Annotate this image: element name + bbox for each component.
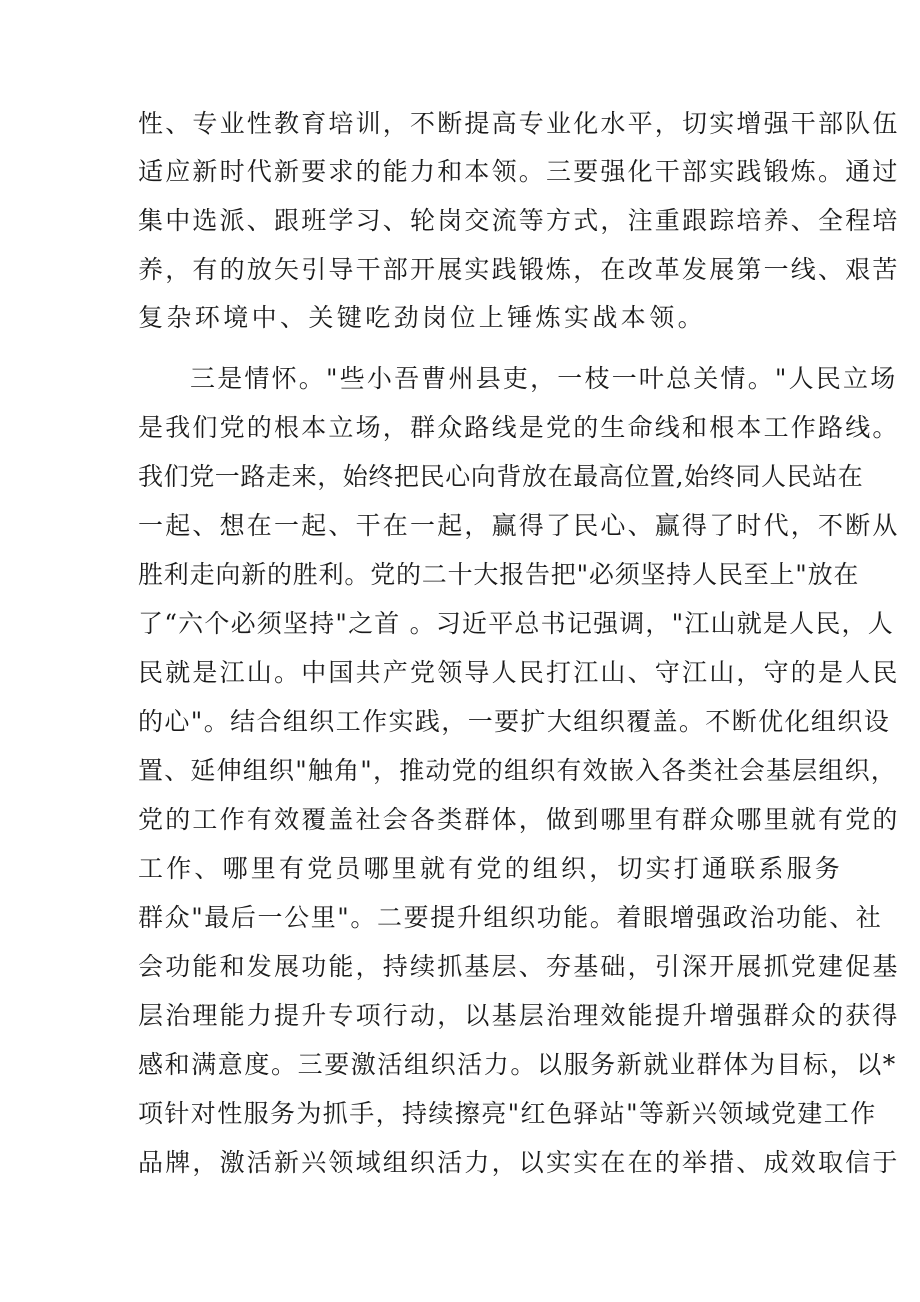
text-line: 党的工作有效覆盖社会各类群体，做到哪里有群众哪里就有党的 xyxy=(138,805,900,834)
text-line: 是我们党的根本立场，群众路线是党的生命线和根本工作路线。 xyxy=(138,413,900,442)
text-line: 感和满意度。三要激活组织活力。以服务新就业群体为目标，以* xyxy=(138,1050,897,1079)
text-line: 胜利走向新的胜利。党的二十大报告把"必须坚持人民至上"放在 xyxy=(138,560,860,589)
text-line: 我们党一路走来，始终把民心向背放在最高位置,始终同人民站在 xyxy=(138,462,864,491)
text-line: 项针对性服务为抓手，持续擦亮"红色驿站"等新兴领域党建工作 xyxy=(138,1099,877,1128)
text-line: 会功能和发展功能，持续抓基层、夯基础，引深开展抓党建促基 xyxy=(138,952,900,981)
text-line: 品牌，激活新兴领域组织活力，以实实在在的举措、成效取信于 xyxy=(138,1148,900,1177)
text-line: 复杂环境中、关键吃劲岗位上锤炼实战本领。 xyxy=(138,303,707,332)
text-line: 工作、哪里有党员哪里就有党的组织，切实打通联系服务 xyxy=(138,854,844,883)
text-line: 的心"。结合组织工作实践，一要扩大组织覆盖。不断优化组织设 xyxy=(138,707,891,736)
text-line: 民就是江山。中国共产党领导人民打江山、守江山，守的是人民 xyxy=(138,658,900,687)
text-line: 层治理能力提升专项行动，以基层治理效能提升增强群众的获得 xyxy=(138,1001,900,1030)
text-line: 群众"最后一公里"。二要提升组织功能。着眼增强政治功能、社 xyxy=(138,903,883,932)
text-line: 集中选派、跟班学习、轮岗交流等方式，注重跟踪培养、全程培 xyxy=(138,206,900,235)
paragraph-first-line: 三是情怀。"些小吾曹州县吏，一枝一叶总关情。"人民立场 xyxy=(190,364,898,393)
text-line: 一起、想在一起、干在一起，赢得了民心、赢得了时代，不断从 xyxy=(138,511,900,540)
text-line: 了“六个必须坚持"之首 。习近平总书记强调，"江山就是人民，人 xyxy=(138,609,894,638)
text-line: 性、专业性教育培训，不断提高专业化水平，切实增强干部队伍 xyxy=(138,109,900,138)
text-line: 置、延伸组织"触角"，推动党的组织有效嵌入各类社会基层组织， xyxy=(138,756,898,785)
text-line: 适应新时代新要求的能力和本领。三要强化干部实践锻炼。通过 xyxy=(138,157,900,186)
text-line: 养，有的放矢引导干部开展实践锻炼，在改革发展第一线、艰苦 xyxy=(138,255,900,284)
